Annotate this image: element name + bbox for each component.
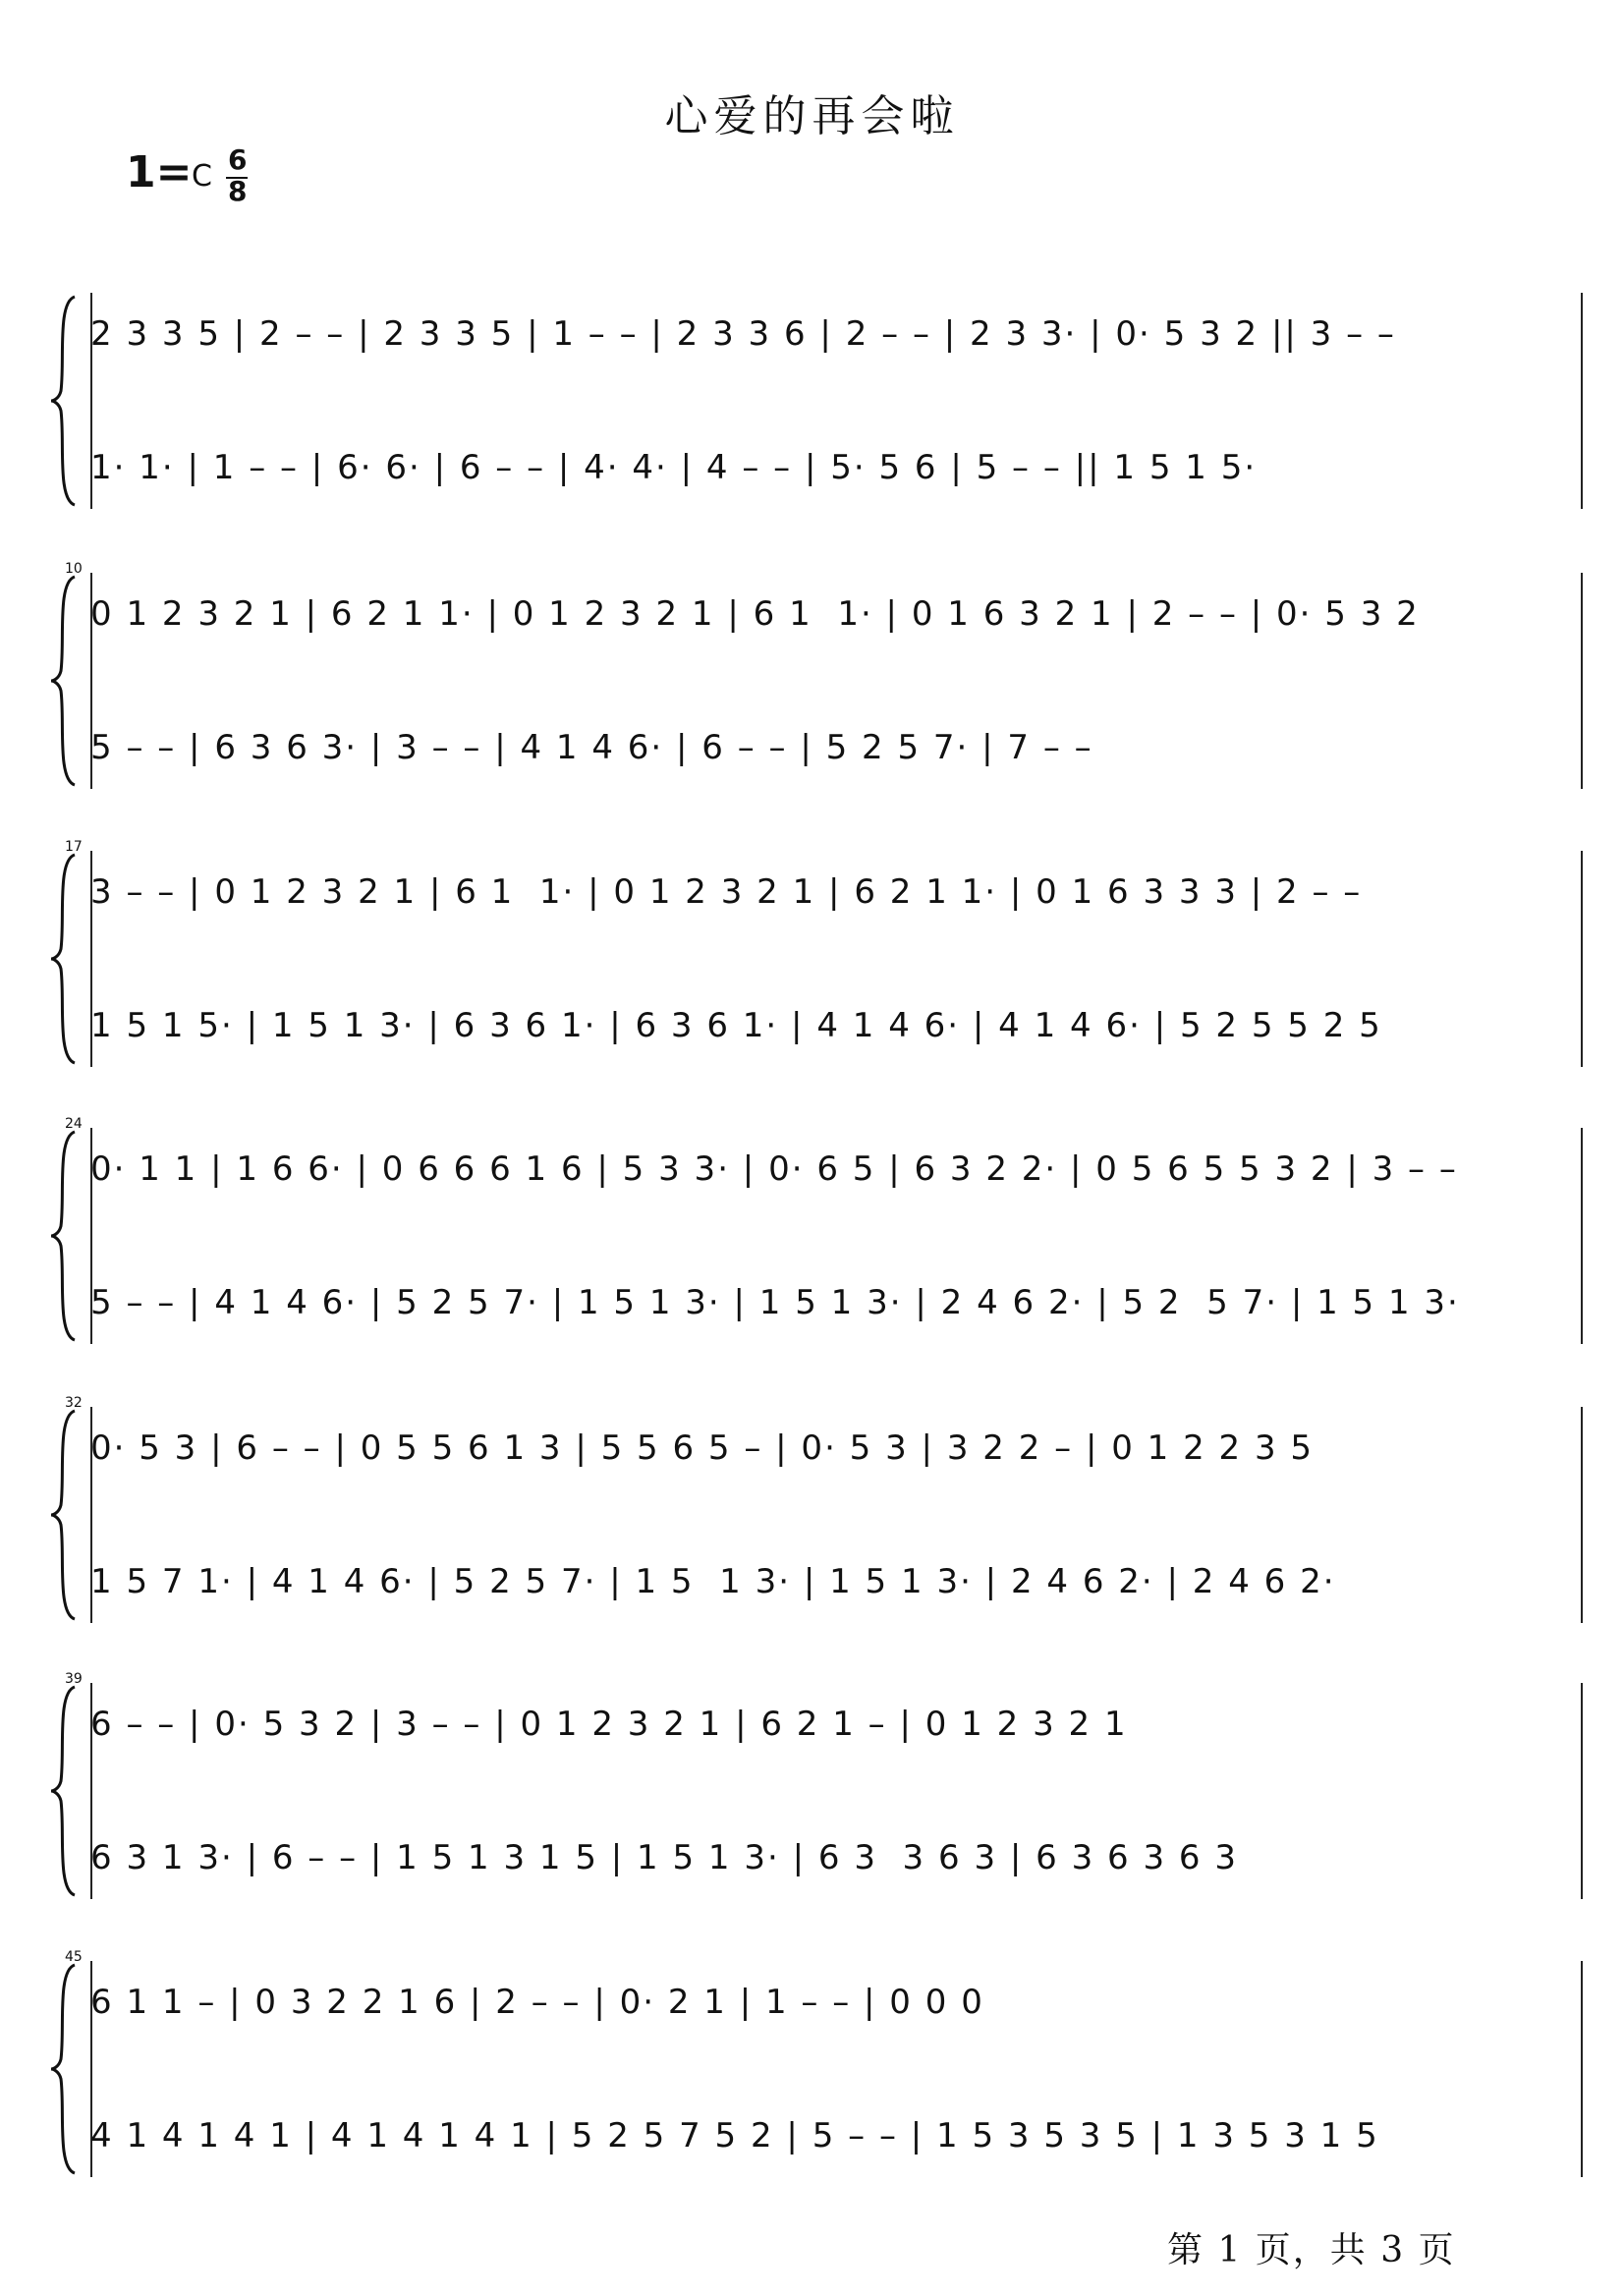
melody-line: 0· 5 3 | 6 – – | 0 5 5 6 1 3 | 5 5 6 5 – | 0· 5 3 | 3 2 2 – | 0 1 2 2 3 5 bbox=[90, 1428, 1315, 1468]
system-end-barline bbox=[1581, 1961, 1583, 2177]
accompaniment-line: 1 5 7 1· | 4 1 4 6· | 5 2 5 7· | 1 5 1 3· | 1 5 1 3· | 2 4 6 2· | 2 4 6 2· bbox=[90, 1562, 1336, 1601]
melody-line: 3 – – | 0 1 2 3 2 1 | 6 1 1· | 0 1 2 3 2 1 | 6 2 1 1· | 0 1 6 3 3 3 | 2 – – bbox=[90, 872, 1363, 912]
score-system bbox=[0, 1949, 1624, 2187]
measure-number: 32 bbox=[65, 1395, 83, 1411]
score-system bbox=[0, 839, 1624, 1077]
system-brace bbox=[45, 1407, 84, 1623]
measure-number: 24 bbox=[65, 1116, 83, 1132]
melody-line: 0 1 2 3 2 1 | 6 2 1 1· | 0 1 2 3 2 1 | 6 1 1· | 0 1 6 3 2 1 | 2 – – | 0· 5 3 2 bbox=[90, 594, 1420, 634]
accompaniment-line: 4 1 4 1 4 1 | 4 1 4 1 4 1 | 5 2 5 7 5 2 | 5 – – | 1 5 3 5 3 5 | 1 3 5 3 1 5 bbox=[90, 2116, 1379, 2155]
system-brace bbox=[45, 573, 84, 789]
time-signature-top: 6 bbox=[228, 143, 248, 176]
system-brace bbox=[45, 1683, 84, 1899]
measure-number: 17 bbox=[65, 839, 83, 855]
melody-line: 2 3 3 5 | 2 – – | 2 3 3 5 | 1 – – | 2 3 3 6 | 2 – – | 2 3 3· | 0· 5 3 2 || 3 – – bbox=[90, 314, 1396, 354]
score-system bbox=[0, 1395, 1624, 1633]
system-brace bbox=[45, 1961, 84, 2177]
score-system bbox=[0, 1116, 1624, 1354]
score-system bbox=[0, 293, 1624, 519]
measure-number: 39 bbox=[65, 1671, 83, 1687]
system-end-barline bbox=[1581, 851, 1583, 1067]
key-number: 1= bbox=[126, 147, 193, 197]
accompaniment-line: 1 5 1 5· | 1 5 1 3· | 6 3 6 1· | 6 3 6 1· | 4 1 4 6· | 4 1 4 6· | 5 2 5 5 2 5 bbox=[90, 1006, 1382, 1045]
system-end-barline bbox=[1581, 1683, 1583, 1899]
accompaniment-line: 5 – – | 4 1 4 6· | 5 2 5 7· | 1 5 1 3· | 1 5 1 3· | 2 4 6 2· | 5 2 5 7· | 1 5 1 3· bbox=[90, 1283, 1460, 1322]
score-system bbox=[0, 561, 1624, 799]
melody-line: 6 – – | 0· 5 3 2 | 3 – – | 0 1 2 3 2 1 | 6 2 1 – | 0 1 2 3 2 1 bbox=[90, 1705, 1128, 1744]
time-signature-bottom: 8 bbox=[228, 175, 248, 207]
system-end-barline bbox=[1581, 573, 1583, 789]
system-brace bbox=[45, 851, 84, 1067]
accompaniment-line: 1· 1· | 1 – – | 6· 6· | 6 – – | 4· 4· | 4 – – | 5· 5 6 | 5 – – || 1 5 1 5· bbox=[90, 448, 1258, 487]
system-brace bbox=[45, 293, 84, 509]
system-end-barline bbox=[1581, 1128, 1583, 1344]
system-brace bbox=[45, 1128, 84, 1344]
melody-line: 0· 1 1 | 1 6 6· | 0 6 6 6 1 6 | 5 3 3· | 0· 6 5 | 6 3 2 2· | 0 5 6 5 5 3 2 | 3 – – bbox=[90, 1149, 1458, 1189]
melody-line: 6 1 1 – | 0 3 2 2 1 6 | 2 – – | 0· 2 1 | 1 – – | 0 0 0 bbox=[90, 1983, 984, 2022]
score-title: 心爱的再会啦 bbox=[664, 91, 960, 141]
score-system bbox=[0, 1671, 1624, 1909]
measure-number: 45 bbox=[65, 1949, 83, 1965]
page-footer: 第 1 页，共 3 页 bbox=[1167, 2230, 1456, 2270]
key-letter: C bbox=[192, 159, 212, 194]
accompaniment-line: 5 – – | 6 3 6 3· | 3 – – | 4 1 4 6· | 6 – – | 5 2 5 7· | 7 – – bbox=[90, 728, 1093, 767]
measure-number: 10 bbox=[65, 561, 83, 577]
system-end-barline bbox=[1581, 1407, 1583, 1623]
system-end-barline bbox=[1581, 293, 1583, 509]
accompaniment-line: 6 3 1 3· | 6 – – | 1 5 1 3 1 5 | 1 5 1 3· | 6 3 3 6 3 | 6 3 6 3 6 3 bbox=[90, 1838, 1238, 1877]
